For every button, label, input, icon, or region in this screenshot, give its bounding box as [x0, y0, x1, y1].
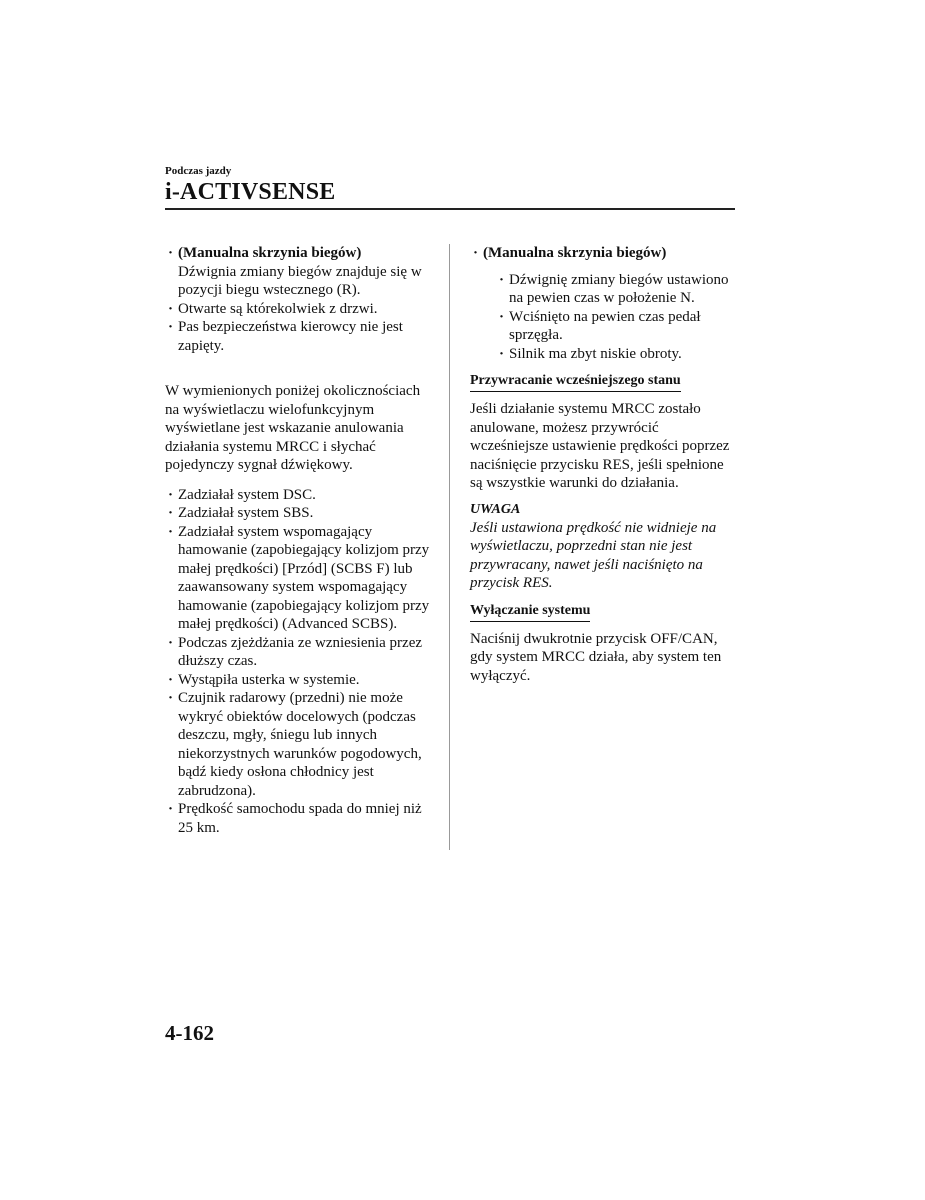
page-number: 4-162 [165, 1021, 214, 1045]
list-item: · Czujnik radarowy (przedni) nie może wykryć obiektów docelowych (podczas deszczu, mgły, śniegu lub innych niekorzystnych warunków pogodowych, bądź kiedy osłona chłodnicy jest zabrudzona). [165, 689, 435, 800]
list-item [165, 244, 435, 300]
cancel-conditions-paragraph: W wymienionych poniżej okolicznościach na wyświetlaczu wielofunkcyjnym wyświetlane jest wskazanie anulowania działania systemu MRCC i słychać pojedynczy sygnał dźwiękowy. [165, 383, 421, 473]
list-item: · Zadziałał system wspomagający hamowanie (zapobiegający kolizjom przy małej prędkości) [Przód] (SCBS F) lub zaawansowany system wspomagający hamowanie (zapobiegający kolizjom przy małej prędkości) (Advanced SCBS). [165, 523, 435, 634]
list-item: · Pas bezpieczeństwa kierowcy nie jest zapięty. [165, 318, 435, 355]
restore-paragraph: Jeśli działanie systemu MRCC zostało anulowane, możesz przywrócić wcześniejsze ustawienie prędkości poprzez naciśnięcie przycisku RES, jeśli spełnione są wszystkie warunki do działania. [470, 401, 730, 491]
page-title: i-ACTIVSENSE [165, 179, 336, 205]
list-item-text: Dźwignia zmiany biegów znajduje się w pozycji biegu wstecznego (R). [178, 263, 422, 298]
list-item-heading: (Manualna skrzynia biegów) [178, 245, 362, 261]
note-title: UWAGA [470, 501, 521, 517]
list-item: · Wciśnięto na pewien czas pedał sprzęgła. [483, 308, 735, 345]
manual-transmission-sublist [483, 271, 735, 364]
disable-heading: Wyłączanie systemu [470, 602, 590, 622]
right-column [470, 244, 735, 685]
left-column [165, 244, 435, 837]
restore-heading: Przywracanie wcześniejszego stanu [470, 372, 681, 392]
top-condition-list [165, 244, 435, 355]
manual-transmission-list [470, 244, 735, 363]
list-item: · Silnik ma zbyt niskie obroty. [483, 345, 735, 364]
column-divider [449, 244, 450, 850]
note-text: Jeśli ustawiona prędkość nie widnieje na wyświetlaczu, poprzedni stan nie jest przywracany, nawet jeśli naciśnięto na przycisk RES. [470, 519, 717, 591]
list-item: · Wystąpiła usterka w systemie. [165, 671, 435, 690]
running-header-section: Podczas jazdy [165, 165, 232, 177]
list-item: · Podczas zjeżdżania ze wzniesienia przez dłuższy czas. [165, 634, 435, 671]
list-item [470, 244, 735, 363]
header-divider [165, 208, 735, 210]
list-item: · Zadziałał system SBS. [165, 504, 435, 523]
list-item-heading: (Manualna skrzynia biegów) [483, 245, 667, 261]
cancel-condition-list [165, 486, 435, 838]
disable-paragraph: Naciśnij dwukrotnie przycisk OFF/CAN, gdy system MRCC działa, aby system ten wyłączyć. [470, 630, 722, 684]
list-item: · Dźwignię zmiany biegów ustawiono na pewien czas w położenie N. [483, 271, 735, 308]
list-item: · Otwarte są którekolwiek z drzwi. [165, 300, 435, 319]
list-item: · Zadziałał system DSC. [165, 486, 435, 505]
list-item: · Prędkość samochodu spada do mniej niż 25 km. [165, 800, 435, 837]
